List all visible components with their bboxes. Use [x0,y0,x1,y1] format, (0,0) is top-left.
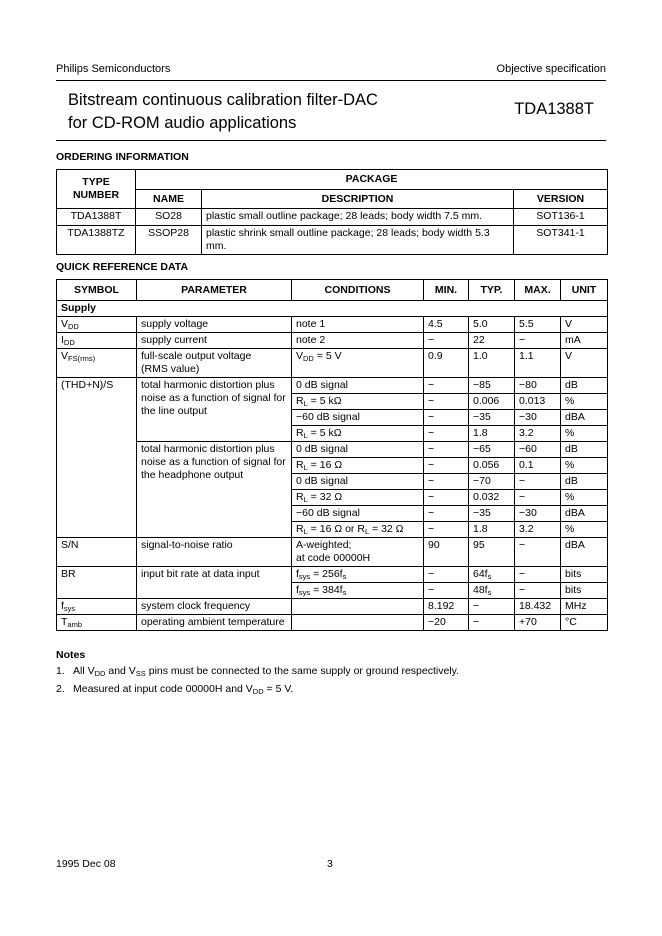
max-cell: − [515,490,561,506]
unit-cell: dBA [561,538,608,567]
col-type-number: TYPE NUMBER [57,170,136,209]
col-max: MAX. [515,280,561,301]
col-description: DESCRIPTION [202,190,514,209]
max-cell: +70 [515,615,561,631]
max-cell: − [515,583,561,599]
table-row [57,378,608,394]
parameter-cell: operating ambient temperature [137,615,292,631]
conditions-cell: $R_L = 5$ kΩ [292,426,424,442]
unit-cell: bits [561,567,608,583]
col-name: NAME [136,190,202,209]
version-cell: SOT341-1 [514,226,608,255]
max-cell: −60 [515,442,561,458]
typ-cell: − [469,615,515,631]
typ-cell: −35 [469,506,515,522]
max-cell: −30 [515,410,561,426]
description-cell: plastic shrink small outline package; 28 leads; body width 5.3 mm. [202,226,514,255]
parameter-cell: total harmonic distortion plus noise as a function of signal for the line output [137,378,292,442]
symbol-cell: BR [57,567,137,599]
supply-group-row [57,301,608,317]
parameter-cell: system clock frequency [137,599,292,615]
max-cell: 18.432 [515,599,561,615]
unit-cell: % [561,490,608,506]
conditions-cell: note 1 [292,317,424,333]
table-row [57,567,608,583]
parameter-cell: full-scale output voltage (RMS value) [137,349,292,378]
min-cell: − [424,442,469,458]
max-cell: −80 [515,378,561,394]
qrd-section-title: QUICK REFERENCE DATA [56,261,189,273]
max-cell: − [515,538,561,567]
col-parameter: PARAMETER [137,280,292,301]
type-cell: TDA1388TZ [57,226,136,255]
min-cell: − [424,378,469,394]
parameter-cell: supply voltage [137,317,292,333]
table-row [57,349,608,378]
conditions-cell: $V_{DD} = 5$ V [292,349,424,378]
max-cell: − [515,333,561,349]
conditions-cell: $R_L = 32$ Ω [292,490,424,506]
max-cell: − [515,567,561,583]
max-cell: 0.1 [515,458,561,474]
typ-cell: − [469,599,515,615]
unit-cell: dB [561,378,608,394]
ordering-table [56,169,608,255]
typ-cell: 5.0 [469,317,515,333]
parameter-cell: total harmonic distortion plus noise as a function of signal for the headphone output [137,442,292,538]
min-cell: − [424,333,469,349]
conditions-cell: 0 dB signal [292,474,424,490]
conditions-cell: A-weighted; at code 00000H [292,538,424,567]
col-typ: TYP. [469,280,515,301]
ordering-section-title: ORDERING INFORMATION [56,151,189,163]
table-row [57,599,608,615]
typ-cell: −65 [469,442,515,458]
min-cell: 90 [424,538,469,567]
min-cell: 0.9 [424,349,469,378]
parameter-cell: input bit rate at data input [137,567,292,599]
company-name: Philips Semiconductors [56,63,171,75]
table-row [57,538,608,567]
typ-cell: 22 [469,333,515,349]
typ-cell: 0.032 [469,490,515,506]
symbol-cell: $I_{DD}$ [57,333,137,349]
typ-cell: 1.8 [469,426,515,442]
symbol-cell: $T_{amb}$ [57,615,137,631]
min-cell: − [424,394,469,410]
version-cell: SOT136-1 [514,209,608,226]
conditions-cell: −60 dB signal [292,506,424,522]
typ-cell: −85 [469,378,515,394]
unit-cell: bits [561,583,608,599]
note-2: 2. Measured at input code 00000H and $V_{DD} = 5$ V. [56,683,294,696]
unit-cell: % [561,522,608,538]
col-symbol: SYMBOL [57,280,137,301]
col-conditions: CONDITIONS [292,280,424,301]
unit-cell: mA [561,333,608,349]
document-type: Objective specification [496,63,606,75]
typ-cell: $64f_s$ [469,567,515,583]
page-number: 3 [327,858,333,870]
title-line-1: Bitstream continuous calibration filter-DAC [68,91,378,109]
typ-cell: 1.0 [469,349,515,378]
supply-group-label: Supply [57,301,608,317]
unit-cell: % [561,458,608,474]
conditions-cell: 0 dB signal [292,442,424,458]
parameter-cell: supply current [137,333,292,349]
conditions-cell: −60 dB signal [292,410,424,426]
table-row [57,442,608,458]
header-rule-top [56,80,606,81]
typ-cell: −35 [469,410,515,426]
description-cell: plastic small outline package; 28 leads; body width 7.5 mm. [202,209,514,226]
min-cell: − [424,490,469,506]
conditions-cell: $f_{sys} = 384f_s$ [292,583,424,599]
unit-cell: dB [561,474,608,490]
note-1: 1. All $V_{DD}$ and $V_{SS}$ pins must be connected to the same supply or ground respectively. [56,665,460,678]
typ-cell: 1.8 [469,522,515,538]
name-cell: SSOP28 [136,226,202,255]
min-cell: − [424,583,469,599]
col-unit: UNIT [561,280,608,301]
table-row [57,615,608,631]
col-min: MIN. [424,280,469,301]
min-cell: 8.192 [424,599,469,615]
unit-cell: dB [561,442,608,458]
conditions-cell: $R_L = 5$ kΩ [292,394,424,410]
min-cell: − [424,458,469,474]
min-cell: − [424,474,469,490]
symbol-cell: (THD+N)/S [57,378,137,538]
name-cell: SO28 [136,209,202,226]
conditions-cell [292,599,424,615]
unit-cell: dBA [561,506,608,522]
min-cell: −20 [424,615,469,631]
parameter-cell: signal-to-noise ratio [137,538,292,567]
ordering-row [57,226,608,255]
max-cell: − [515,474,561,490]
symbol-cell: $V_{DD}$ [57,317,137,333]
part-number: TDA1388T [514,100,594,118]
unit-cell: % [561,394,608,410]
max-cell: −30 [515,506,561,522]
min-cell: 4.5 [424,317,469,333]
min-cell: − [424,410,469,426]
conditions-cell: note 2 [292,333,424,349]
table-row [57,317,608,333]
typ-cell: $48f_s$ [469,583,515,599]
max-cell: 0.013 [515,394,561,410]
unit-cell: V [561,349,608,378]
max-cell: 3.2 [515,522,561,538]
min-cell: − [424,522,469,538]
max-cell: 3.2 [515,426,561,442]
quick-reference-table [56,279,608,631]
type-cell: TDA1388T [57,209,136,226]
footer-date: 1995 Dec 08 [56,858,116,870]
unit-cell: dBA [561,410,608,426]
typ-cell: 95 [469,538,515,567]
max-cell: 1.1 [515,349,561,378]
typ-cell: 0.006 [469,394,515,410]
document-title [68,89,378,135]
typ-cell: 0.056 [469,458,515,474]
notes-title: Notes [56,649,86,661]
unit-cell: % [561,426,608,442]
conditions-cell: 0 dB signal [292,378,424,394]
symbol-cell: $V_{FS(rms)}$ [57,349,137,378]
table-row [57,333,608,349]
min-cell: − [424,567,469,583]
unit-cell: V [561,317,608,333]
unit-cell: °C [561,615,608,631]
min-cell: − [424,506,469,522]
col-package: PACKAGE [136,170,608,190]
typ-cell: −70 [469,474,515,490]
conditions-cell: $R_L = 16$ Ω or $R_L = 32$ Ω [292,522,424,538]
header-rule-bottom [56,140,606,141]
conditions-cell: $R_L = 16$ Ω [292,458,424,474]
title-line-2: for CD-ROM audio applications [68,114,297,132]
max-cell: 5.5 [515,317,561,333]
conditions-cell [292,615,424,631]
col-version: VERSION [514,190,608,209]
min-cell: − [424,426,469,442]
symbol-cell: $f_{sys}$ [57,599,137,615]
unit-cell: MHz [561,599,608,615]
conditions-cell: $f_{sys} = 256f_s$ [292,567,424,583]
symbol-cell: S/N [57,538,137,567]
qrd-header-row [57,280,608,301]
ordering-row [57,209,608,226]
